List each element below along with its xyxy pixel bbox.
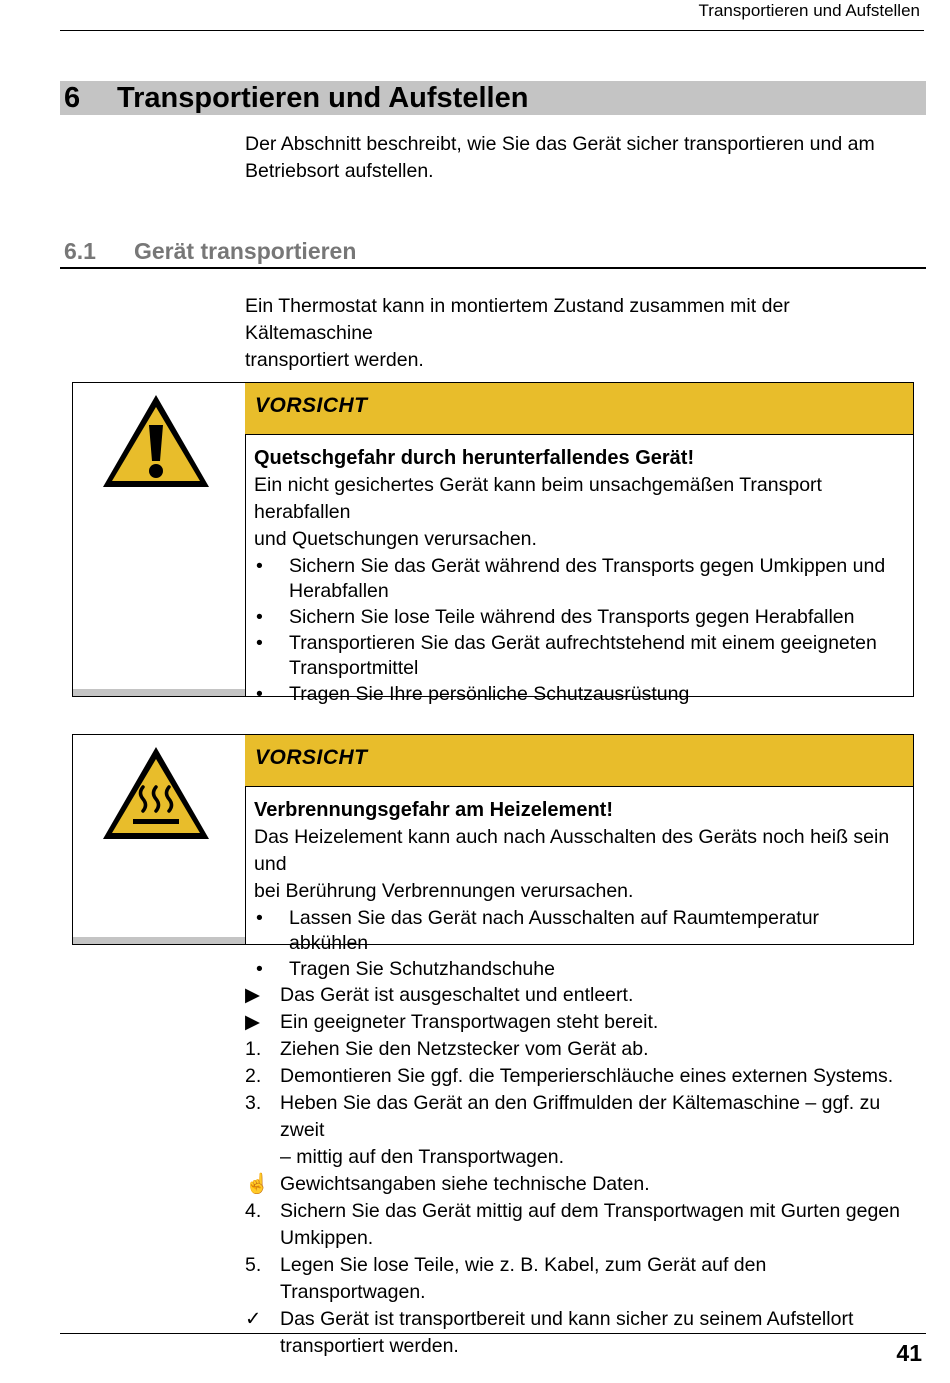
section-title: Gerät transportieren xyxy=(134,238,357,264)
bullet-item: • Lassen Sie das Gerät nach Ausschalten auf Raumtemperatur abkühlen xyxy=(256,907,820,954)
chapter-number: 6 xyxy=(64,82,81,114)
signal-word: VORSICHT xyxy=(255,746,368,769)
text-line: Das Heizelement kann auch nach Ausschalten des Geräts noch heiß sein und xyxy=(254,826,890,875)
step-item: 3. Heben Sie das Gerät an den Griffmulden der Kältemaschine – ggf. zu zweit – mittig auf den Transportwagen. xyxy=(245,1092,881,1168)
bullet-dot: • xyxy=(256,958,263,980)
bullet-item: • Sichern Sie das Gerät während des Transports gegen Umkippen und Herabfallen xyxy=(256,555,886,602)
text-line: Ein Thermostat kann in montiertem Zustand zusammen mit der Kältemaschine xyxy=(245,295,790,344)
warning-content xyxy=(254,797,901,982)
chapter-heading xyxy=(60,81,926,115)
header-rule xyxy=(60,30,924,31)
warning-box-burn xyxy=(72,734,914,980)
general-warning-icon xyxy=(99,391,213,491)
bullet-dot: • xyxy=(256,683,263,705)
text-line: Ein nicht gesichertes Gerät kann beim unsachgemäßen Transport herabfallen xyxy=(254,474,822,523)
bullet-item: • Transportieren Sie das Gerät aufrechtstehend mit einem geeigneten Transportmittel xyxy=(256,632,877,679)
warning-title: Quetschgefahr durch herunterfallendes Gerät! xyxy=(254,447,695,469)
chapter-title: Transportieren und Aufstellen xyxy=(117,82,529,114)
step-item: ▶ Ein geeigneter Transportwagen steht bereit. xyxy=(245,1009,915,1036)
section-heading xyxy=(64,236,356,266)
section-intro xyxy=(245,293,910,374)
check-icon: ✓ xyxy=(245,1308,262,1330)
warning-bullets xyxy=(254,554,901,707)
step-item: ✓ Das Gerät ist transportbereit und kann sicher zu seinem Aufstellort transportiert werden. xyxy=(245,1308,854,1357)
grey-strip xyxy=(73,689,245,696)
step-marker: ▶ xyxy=(245,984,260,1006)
running-header: Transportieren und Aufstellen xyxy=(698,1,920,20)
text-line: und Quetschungen verursachen. xyxy=(254,528,537,550)
section-number: 6.1 xyxy=(64,238,96,264)
step-item: 5. Legen Sie lose Teile, wie z. B. Kabel, zum Gerät auf den Transportwagen. xyxy=(245,1254,767,1303)
text-line: transportiert werden. xyxy=(245,349,424,371)
step-item: 4. Sichern Sie das Gerät mittig auf dem Transportwagen mit Gurten gegen Umkippen. xyxy=(245,1200,900,1249)
bullet-dot: • xyxy=(256,606,263,628)
step-marker: 3. xyxy=(245,1092,262,1114)
step-marker: 1. xyxy=(245,1038,262,1060)
footer-rule xyxy=(60,1333,926,1334)
hot-surface-icon xyxy=(99,743,213,843)
bullet-dot: • xyxy=(256,632,263,654)
warning-title: Verbrennungsgefahr am Heizelement! xyxy=(254,799,613,821)
step-marker: 5. xyxy=(245,1254,262,1276)
step-marker: ▶ xyxy=(245,1011,260,1033)
step-item: ☝ Gewichtsangaben siehe technische Daten. xyxy=(245,1171,915,1198)
bullet-item: • Tragen Sie Ihre persönliche Schutzausrüstung xyxy=(256,683,690,705)
procedure-steps xyxy=(245,982,915,1360)
warning-bullets xyxy=(254,906,901,982)
section-rule xyxy=(60,267,926,269)
hint-hand-icon: ☝ xyxy=(245,1173,270,1195)
warning-signal-bar xyxy=(245,383,913,435)
grey-strip xyxy=(73,937,245,944)
bullet-item: • Sichern Sie lose Teile während des Transports gegen Herabfallen xyxy=(256,606,855,628)
page-number: 41 xyxy=(896,1340,922,1366)
warning-icon-column xyxy=(73,735,246,944)
warning-content xyxy=(254,445,901,707)
step-item: 1. Ziehen Sie den Netzstecker vom Gerät ab. xyxy=(245,1036,915,1063)
chapter-intro xyxy=(245,131,910,185)
warning-icon-column xyxy=(73,383,246,696)
warning-box-crush xyxy=(72,382,914,705)
text-line: bei Berührung Verbrennungen verursachen. xyxy=(254,880,634,902)
step-item: 2. Demontieren Sie ggf. die Temperierschläuche eines externen Systems. xyxy=(245,1063,915,1090)
bullet-dot: • xyxy=(256,907,263,929)
bullet-item: • Tragen Sie Schutzhandschuhe xyxy=(256,958,555,980)
step-marker: 2. xyxy=(245,1065,262,1087)
text-line: Betriebsort aufstellen. xyxy=(245,160,434,182)
bullet-dot: • xyxy=(256,555,263,577)
step-item: ▶ Das Gerät ist ausgeschaltet und entleert. xyxy=(245,982,915,1009)
warning-signal-bar xyxy=(245,735,913,787)
step-marker: 4. xyxy=(245,1200,262,1222)
text-line: Der Abschnitt beschreibt, wie Sie das Gerät sicher transportieren und am xyxy=(245,133,875,155)
signal-word: VORSICHT xyxy=(255,394,368,417)
